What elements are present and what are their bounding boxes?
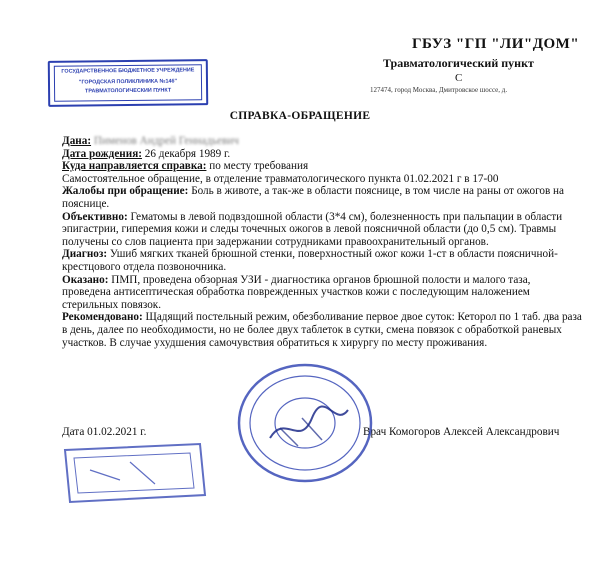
doctor-value: Комогоров Алексей Александрович bbox=[389, 426, 560, 438]
date-label: Дата bbox=[62, 426, 85, 438]
name-label: Дана: bbox=[62, 135, 92, 147]
destination-line bbox=[62, 160, 582, 173]
destination-value: по месту требования bbox=[209, 160, 309, 173]
dob-line bbox=[62, 148, 582, 161]
org-line3: С bbox=[455, 72, 463, 84]
diagnosis-paragraph bbox=[62, 248, 582, 273]
org-address: 127474, город Москва, Дмитровское шоссе, д. bbox=[370, 86, 508, 94]
dob-value: 26 декабря 1989 г. bbox=[144, 147, 231, 160]
org-name: ГБУЗ "ГП "ЛИ"ДОМ" bbox=[412, 36, 580, 52]
visit-line: Самостоятельное обращение, в отделение травматологического пункта 01.02.2021 г в 17-00 bbox=[62, 172, 499, 185]
corner-stamp bbox=[60, 440, 210, 510]
name-value: Пименов Андрей Геннадьевич bbox=[93, 135, 239, 147]
recommended-value: Щадящий постельный режим, обезболивание первое двое суток: Кеторол по 1 таб. два раза в день, далее по необходимости, но не более двух таблеток в сутки, смена повязок с обработкой раневых участков. В случае ухудшения самочувствия обратиться к хирургу по месту проживания. bbox=[62, 311, 582, 349]
recommended-label: Рекомендовано: bbox=[62, 311, 143, 324]
document-body bbox=[62, 135, 582, 349]
objective-label: Объективно: bbox=[62, 210, 128, 223]
provided-value: ПМП, проведена обзорная УЗИ - диагностика органов брюшной полости и малого таза, проведена антисептическая обработка поврежденных участков кожи с последующим наложением стерильных повязок. bbox=[62, 273, 531, 311]
objective-paragraph bbox=[62, 211, 582, 249]
name-line bbox=[62, 135, 582, 148]
dob-label: Дата рождения: bbox=[62, 147, 142, 160]
provided-label: Оказано: bbox=[62, 273, 109, 286]
stamp-line-3: ТРАВМАТОЛОГИЧЕСКИЙ ПУНКТ bbox=[85, 87, 172, 95]
stamp-line-2: "ГОРОДСКАЯ ПОЛИКЛИНИКА №146" bbox=[78, 78, 178, 86]
diagnosis-label: Диагноз: bbox=[62, 248, 108, 261]
document-title: СПРАВКА-ОБРАЩЕНИЕ bbox=[229, 110, 371, 122]
destination-label: Куда направляется справка: bbox=[62, 160, 207, 173]
footer-date bbox=[62, 426, 146, 438]
objective-value: Гематомы в левой подвздошной области (3*4 см), болезненность при пальпации в области эпигастрии, гиперемия кожи и следы точечных ожогов в левой поясничной области (до 0,5 см). Травмы получены со слов пациента при задержании сотрудниками правоохранительный органов. bbox=[62, 210, 563, 248]
doctor-label: Врач bbox=[363, 426, 387, 438]
footer-doctor bbox=[363, 426, 559, 438]
complaints-paragraph bbox=[62, 185, 582, 210]
org-subdivision: Травматологический пункт bbox=[383, 56, 534, 70]
provided-paragraph bbox=[62, 274, 582, 312]
recommended-paragraph bbox=[62, 311, 582, 349]
stamp-line-1: ГОСУДАРСТВЕННОЕ БЮДЖЕТНОЕ УЧРЕЖДЕНИЕ bbox=[61, 67, 195, 75]
complaints-label: Жалобы при обращение: bbox=[62, 185, 189, 198]
diagnosis-value: Ушиб мягких тканей брюшной стенки, поверхностный ожог кожи 1-ст в области поясничной-крестцового отдела позвоночника. bbox=[62, 248, 558, 273]
round-stamp bbox=[230, 358, 380, 488]
date-value: 01.02.2021 г. bbox=[87, 426, 147, 438]
complaints-value: Боль в животе, а так-же в области пояснице, в том числе на раны от ожогов на пояснице. bbox=[62, 185, 565, 210]
rectangular-stamp bbox=[48, 59, 208, 107]
